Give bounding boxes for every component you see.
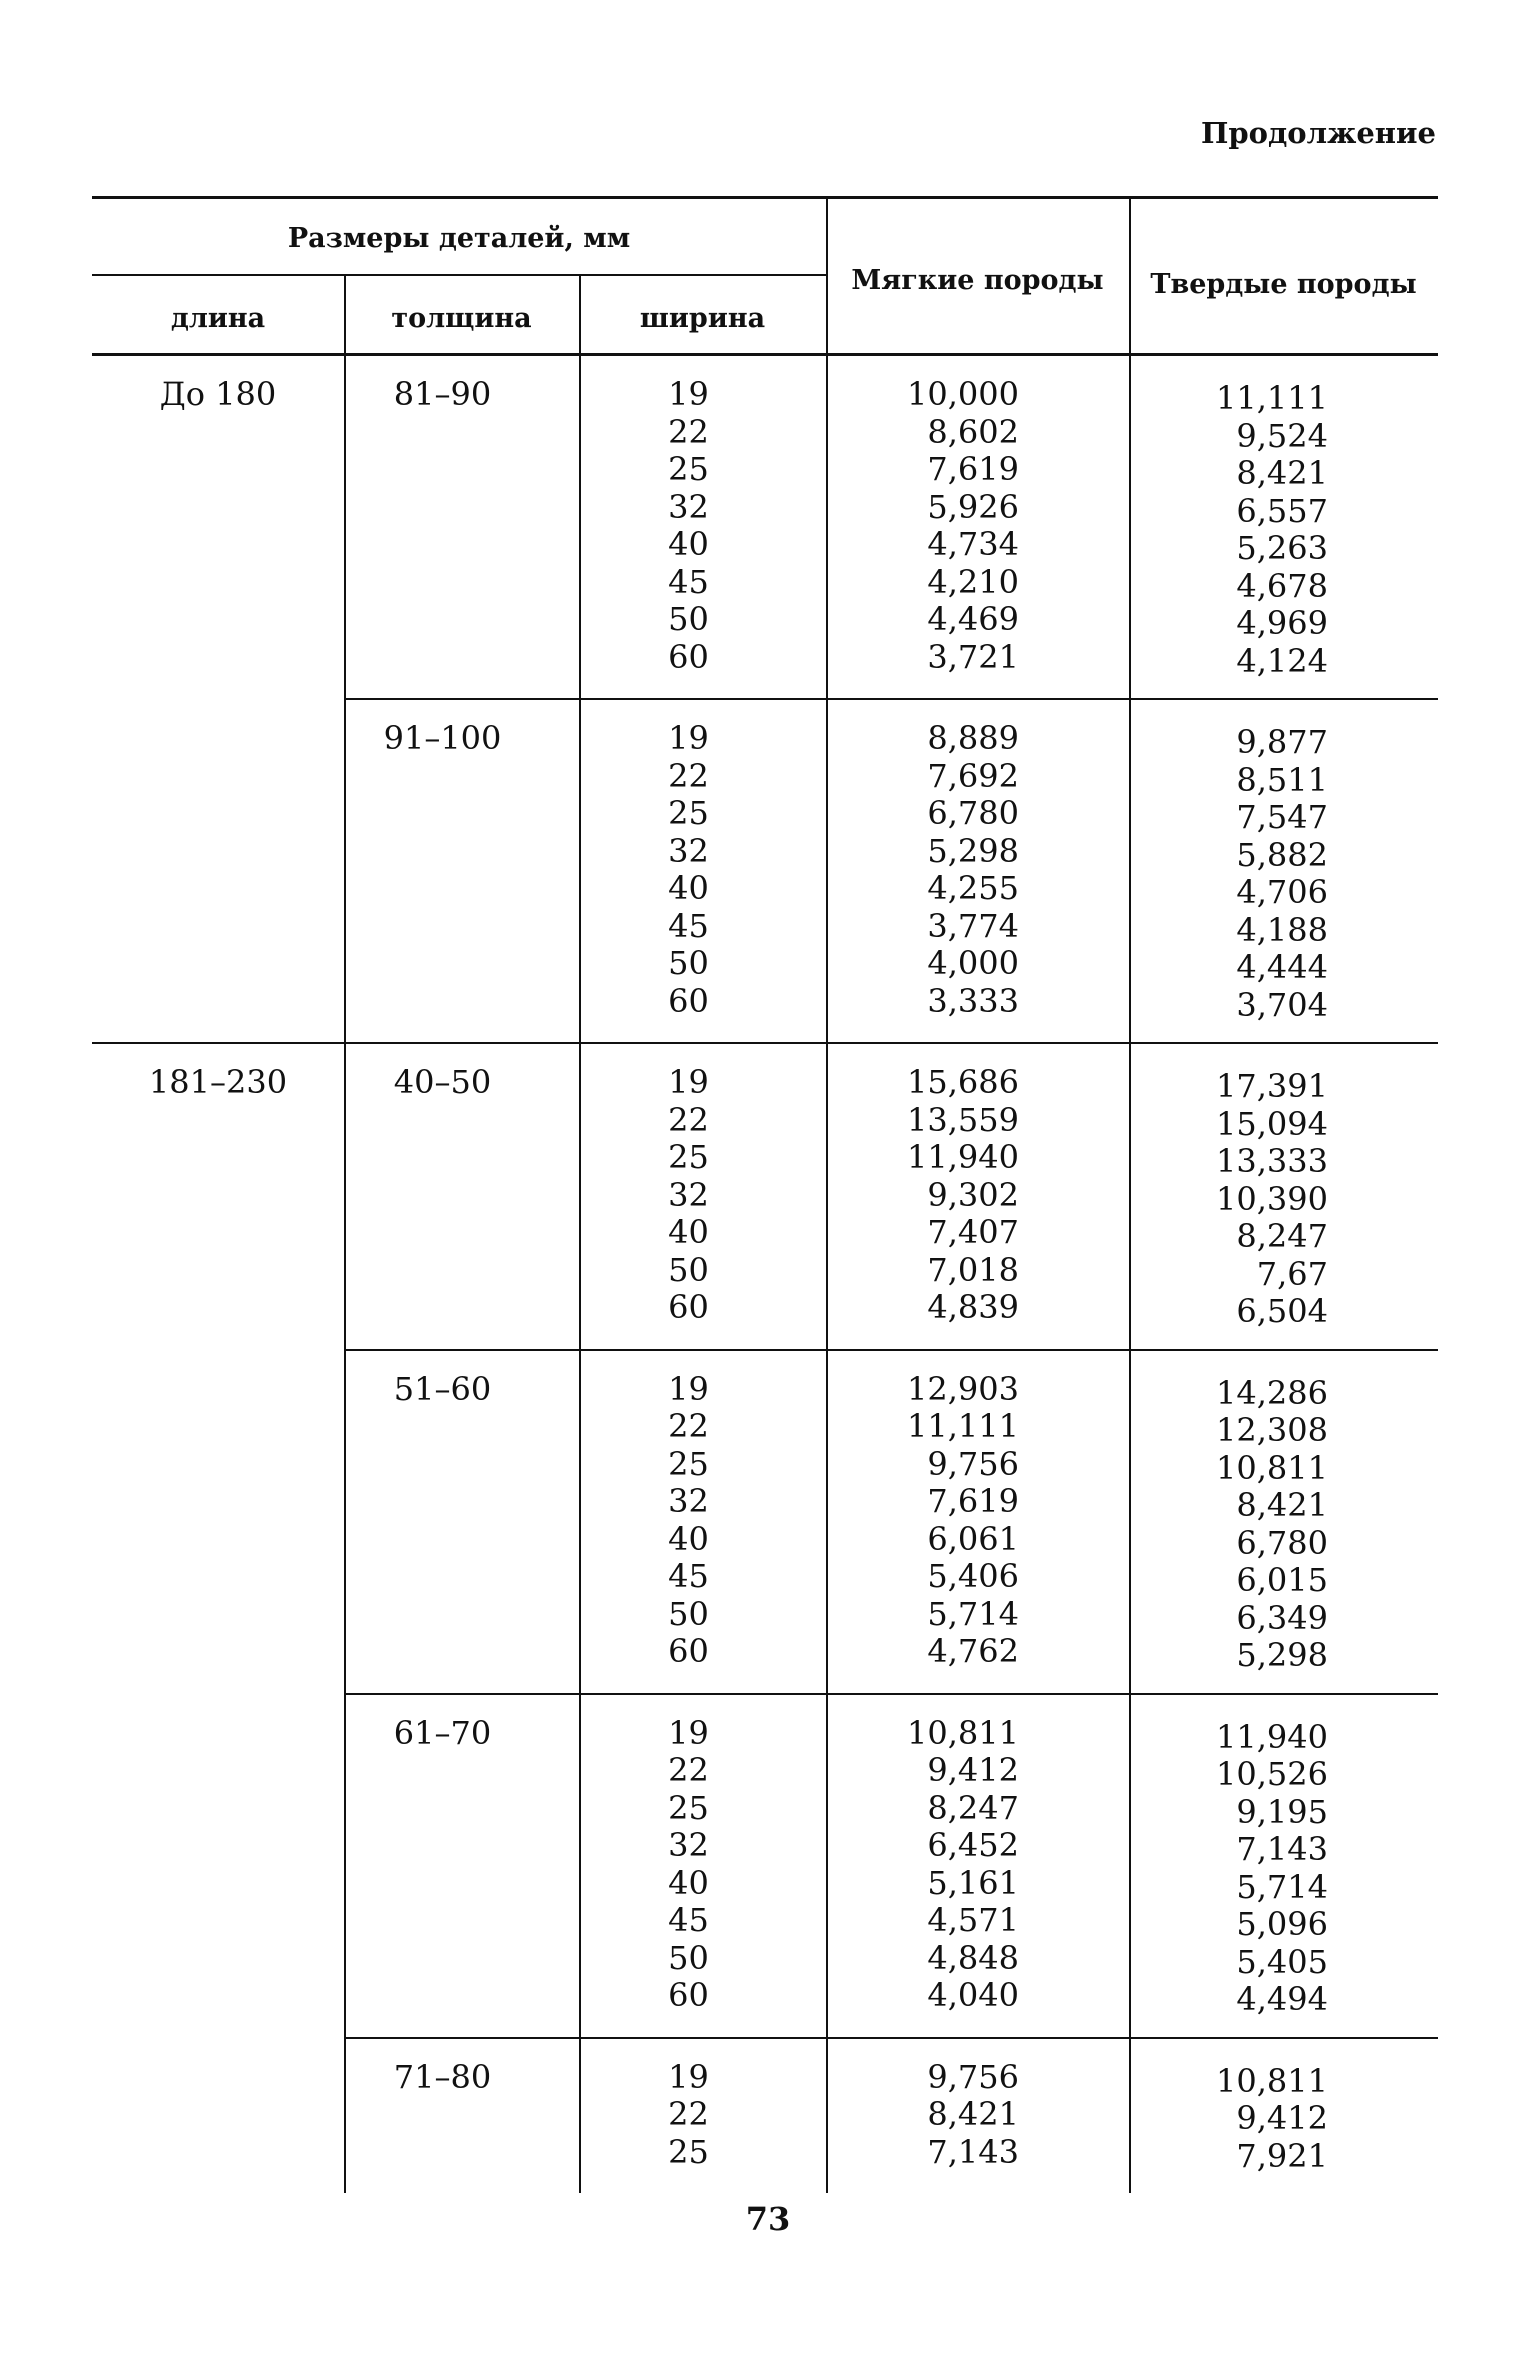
soft-wood-value: 9,302 — [927, 1175, 1019, 1214]
hard-wood-value: 6,504 — [1236, 1292, 1328, 1330]
width-value: 32 — [668, 1175, 709, 1214]
hard-wood-value: 6,349 — [1236, 1598, 1328, 1637]
header-dimensions-group: Размеры деталей, мм — [287, 223, 631, 254]
width-value: 22 — [668, 756, 709, 795]
header-length: длина — [170, 303, 266, 334]
soft-wood-value: 4,469 — [927, 600, 1019, 638]
header-hard-wood: Твердые породы — [1150, 269, 1417, 300]
soft-wood-value: 6,061 — [927, 1519, 1019, 1558]
width-value: 40 — [668, 525, 709, 563]
soft-wood-value: 3,721 — [927, 637, 1019, 676]
hard-wood-value: 13,333 — [1216, 1142, 1328, 1180]
soft-wood-cell — [826, 356, 1129, 698]
hard-wood-value: 7,547 — [1236, 798, 1328, 836]
width-value: 22 — [668, 412, 709, 451]
hard-wood-value: 6,780 — [1236, 1523, 1328, 1562]
soft-wood-value: 5,926 — [927, 487, 1019, 526]
hard-wood-value: 3,704 — [1236, 985, 1328, 1024]
soft-wood-value: 4,571 — [927, 1901, 1019, 1939]
hard-wood-value: 9,195 — [1236, 1792, 1328, 1831]
width-value: 45 — [668, 562, 709, 601]
soft-wood-value: 15,686 — [907, 1063, 1019, 1101]
hard-wood-value: 7,67 — [1256, 1254, 1328, 1293]
width-value: 22 — [668, 2095, 709, 2133]
width-cell — [579, 1693, 826, 2037]
length-cell: 181–230 — [92, 1042, 344, 1349]
width-value: 25 — [668, 1138, 709, 1176]
length-cell — [92, 698, 344, 1042]
length-cell — [92, 2037, 344, 2194]
soft-wood-cell — [826, 1349, 1129, 1693]
width-value: 25 — [668, 2132, 709, 2171]
soft-wood-value: 11,940 — [907, 1138, 1019, 1176]
thickness-cell: 71–80 — [344, 2037, 579, 2194]
width-value: 19 — [668, 1369, 709, 1408]
hard-wood-value: 4,706 — [1236, 873, 1328, 911]
hard-wood-cell — [1129, 1349, 1438, 1693]
soft-wood-value: 3,774 — [927, 906, 1019, 945]
soft-wood-value: 4,839 — [927, 1288, 1019, 1326]
width-value: 25 — [668, 1788, 709, 1827]
soft-wood-value: 4,210 — [927, 562, 1019, 601]
soft-wood-value: 8,421 — [927, 2095, 1019, 2133]
width-value: 40 — [668, 1213, 709, 1251]
width-value: 22 — [668, 1100, 709, 1139]
width-value: 32 — [668, 1482, 709, 1520]
hard-wood-value: 4,494 — [1236, 1980, 1328, 2018]
soft-wood-value: 11,111 — [907, 1407, 1019, 1445]
thickness-cell: 91–100 — [344, 698, 579, 1042]
hard-wood-value: 4,678 — [1236, 566, 1328, 605]
width-value: 32 — [668, 831, 709, 870]
width-cell — [579, 356, 826, 698]
soft-wood-value: 9,756 — [927, 1444, 1019, 1483]
hard-wood-value: 9,877 — [1236, 723, 1328, 761]
soft-wood-cell — [826, 2037, 1129, 2194]
width-value: 40 — [668, 1519, 709, 1558]
width-value: 40 — [668, 1863, 709, 1902]
soft-wood-value: 7,619 — [927, 1482, 1019, 1520]
width-value: 32 — [668, 487, 709, 526]
header-soft-wood: Мягкие породы — [851, 265, 1104, 296]
soft-wood-value: 10,000 — [907, 375, 1019, 413]
soft-wood-value: 8,889 — [927, 719, 1019, 757]
hard-wood-value: 5,298 — [1236, 1636, 1328, 1674]
hard-wood-value: 11,940 — [1216, 1717, 1328, 1756]
width-value: 45 — [668, 1557, 709, 1595]
width-value: 50 — [668, 1250, 709, 1289]
hard-wood-value: 6,557 — [1236, 491, 1328, 530]
header-width: ширина — [639, 303, 766, 334]
width-value: 22 — [668, 1407, 709, 1445]
width-value: 19 — [668, 1063, 709, 1101]
width-value: 19 — [668, 375, 709, 413]
hard-wood-value: 9,412 — [1236, 2099, 1328, 2137]
page-number: 73 — [745, 2200, 791, 2238]
soft-wood-value: 4,762 — [927, 1632, 1019, 1670]
hard-wood-value: 8,421 — [1236, 1486, 1328, 1524]
width-value: 60 — [668, 637, 709, 676]
hard-wood-value: 7,921 — [1236, 2136, 1328, 2175]
hard-wood-value: 10,390 — [1216, 1179, 1328, 1218]
hard-wood-value: 5,714 — [1236, 1867, 1328, 1906]
hard-wood-value: 4,188 — [1236, 910, 1328, 949]
hard-wood-cell — [1129, 2037, 1438, 2194]
width-value: 60 — [668, 1976, 709, 2014]
soft-wood-cell — [826, 698, 1129, 1042]
hard-wood-value: 5,096 — [1236, 1905, 1328, 1943]
soft-wood-value: 5,161 — [927, 1863, 1019, 1902]
hard-wood-value: 4,444 — [1236, 948, 1328, 986]
soft-wood-value: 7,407 — [927, 1213, 1019, 1251]
hard-wood-cell — [1129, 1042, 1438, 1349]
hard-wood-value: 17,391 — [1216, 1067, 1328, 1105]
hard-wood-cell — [1129, 356, 1438, 698]
soft-wood-value: 3,333 — [927, 981, 1019, 1020]
width-value: 40 — [668, 869, 709, 907]
hard-wood-value: 8,421 — [1236, 454, 1328, 492]
width-value: 45 — [668, 1901, 709, 1939]
continuation-label: Продолжение — [1200, 116, 1436, 150]
table-header — [92, 199, 1438, 353]
soft-wood-value: 8,602 — [927, 412, 1019, 451]
soft-wood-value: 9,412 — [927, 1751, 1019, 1789]
hard-wood-value: 7,143 — [1236, 1830, 1328, 1868]
width-value: 19 — [668, 1713, 709, 1752]
hard-wood-value: 4,124 — [1236, 641, 1328, 680]
length-cell — [92, 1349, 344, 1693]
thickness-cell: 81–90 — [344, 356, 579, 698]
length-cell — [92, 1693, 344, 2037]
width-value: 25 — [668, 1444, 709, 1483]
width-cell — [579, 1042, 826, 1349]
soft-wood-value: 7,619 — [927, 450, 1019, 488]
soft-wood-value: 4,255 — [927, 869, 1019, 907]
width-value: 50 — [668, 1938, 709, 1977]
soft-wood-value: 4,000 — [927, 944, 1019, 982]
soft-wood-value: 5,714 — [927, 1594, 1019, 1633]
soft-wood-value: 9,756 — [927, 2057, 1019, 2096]
hard-wood-value: 6,015 — [1236, 1561, 1328, 1599]
soft-wood-value: 4,040 — [927, 1976, 1019, 2014]
width-cell — [579, 698, 826, 1042]
width-value: 60 — [668, 1288, 709, 1326]
thickness-cell: 40–50 — [344, 1042, 579, 1349]
hard-wood-value: 15,094 — [1216, 1104, 1328, 1143]
thickness-cell: 61–70 — [344, 1693, 579, 2037]
width-value: 25 — [668, 450, 709, 488]
hard-wood-value: 10,811 — [1216, 2061, 1328, 2100]
hard-wood-value: 8,511 — [1236, 760, 1328, 799]
soft-wood-value: 4,734 — [927, 525, 1019, 563]
width-cell — [579, 2037, 826, 2194]
width-value: 45 — [668, 906, 709, 945]
width-value: 19 — [668, 2057, 709, 2096]
width-value: 60 — [668, 1632, 709, 1670]
width-value: 22 — [668, 1751, 709, 1789]
soft-wood-value: 4,848 — [927, 1938, 1019, 1977]
soft-wood-value: 7,692 — [927, 756, 1019, 795]
hard-wood-value: 9,524 — [1236, 416, 1328, 455]
width-cell — [579, 1349, 826, 1693]
data-table — [92, 196, 1438, 2193]
soft-wood-value: 6,452 — [927, 1826, 1019, 1864]
soft-wood-value: 7,018 — [927, 1250, 1019, 1289]
soft-wood-value: 5,406 — [927, 1557, 1019, 1595]
soft-wood-value: 10,811 — [907, 1713, 1019, 1752]
hard-wood-cell — [1129, 698, 1438, 1042]
hard-wood-value: 10,811 — [1216, 1448, 1328, 1487]
table-body — [92, 356, 1438, 2193]
hard-wood-value: 10,526 — [1216, 1755, 1328, 1793]
thickness-cell: 51–60 — [344, 1349, 579, 1693]
hard-wood-value: 5,263 — [1236, 529, 1328, 567]
soft-wood-value: 7,143 — [927, 2132, 1019, 2171]
header-thickness: толщина — [391, 303, 532, 334]
hard-wood-value: 11,111 — [1216, 379, 1328, 417]
soft-wood-value: 6,780 — [927, 794, 1019, 832]
hard-wood-value: 8,247 — [1236, 1217, 1328, 1255]
soft-wood-cell — [826, 1693, 1129, 2037]
hard-wood-value: 4,969 — [1236, 604, 1328, 642]
width-value: 25 — [668, 794, 709, 832]
hard-wood-value: 14,286 — [1216, 1373, 1328, 1412]
width-value: 32 — [668, 1826, 709, 1864]
hard-wood-cell — [1129, 1693, 1438, 2037]
header-sub-rule — [92, 274, 826, 276]
soft-wood-value: 13,559 — [907, 1100, 1019, 1139]
width-value: 50 — [668, 1594, 709, 1633]
soft-wood-value: 12,903 — [907, 1369, 1019, 1408]
hard-wood-value: 5,882 — [1236, 835, 1328, 874]
hard-wood-value: 12,308 — [1216, 1411, 1328, 1449]
hard-wood-value: 5,405 — [1236, 1942, 1328, 1981]
length-cell: До 180 — [159, 375, 277, 413]
soft-wood-cell — [826, 1042, 1129, 1349]
soft-wood-value: 8,247 — [927, 1788, 1019, 1827]
width-value: 19 — [668, 719, 709, 757]
soft-wood-value: 5,298 — [927, 831, 1019, 870]
width-value: 50 — [668, 944, 709, 982]
width-value: 60 — [668, 981, 709, 1020]
width-value: 50 — [668, 600, 709, 638]
